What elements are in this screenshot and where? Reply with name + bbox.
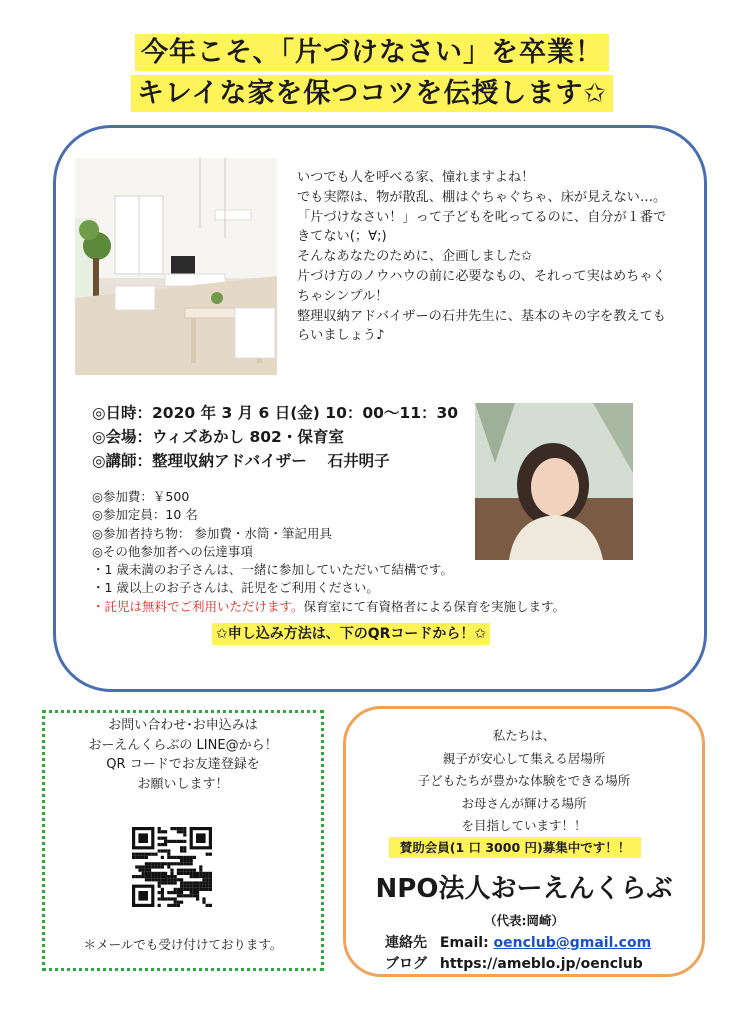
apply-cta: ✩申し込み方法は、下のQRコードから！✩: [212, 623, 490, 645]
note-childcare: ・1 歳以上のお子さんは、託児をご利用ください。: [92, 580, 379, 596]
email-row: [385, 932, 651, 952]
org-message: 私たちは、 親子が安心して集える居場所 子どもたちが豊かな体験をできる場所 お母さんが輝ける場所 を目指しています！！: [417, 728, 631, 834]
note-infant: ・1 歳未満のお子さんは、一緒に参加していただいて結構です。: [92, 562, 453, 578]
room-photo: [75, 158, 277, 375]
event-venue: ◎会場：ウィズあかし 802・保育室: [92, 428, 344, 446]
title-line-1: 今年こそ、「片づけなさい」を卒業！: [135, 34, 609, 71]
email-link[interactable]: oenclub@gmail.com: [493, 935, 652, 951]
intro-text: いつでも人を呼べる家、憧れますよね！ でも実際は、物が散乱、棚はぐちゃぐちゃ、床が見えない…。 「片づけなさい！」って子どもを叱ってるのに、自分が１番できてない(；∀;) そんなあなたのために、企画しました✩ 片づけ方のノウハウの前に必要なもの、それって実はめちゃくちゃシンプル！ 整理収納アドバイザーの石井先生に、基本のキの字を教えてもらいましょう♪: [297, 170, 667, 344]
items-to-bring: ◎参加者持ち物： 参加費・水筒・筆記用具: [92, 525, 332, 541]
childcare-staff-note: 保育室にて有資格者による保育を実施します。: [303, 598, 566, 614]
representative: （代表:岡崎）: [484, 913, 564, 928]
line-contact-text: お問い合わせ･お申込みは おーえんくらぶの LINE@から！ QR コードでお友達登録を お願いします！: [88, 718, 278, 792]
support-member-badge: 賛助会員(1 口 3000 円)募集中です！！: [389, 837, 641, 858]
blog-url[interactable]: https://ameblo.jp/oenclub: [439, 956, 643, 972]
free-childcare-highlight: ・託児は無料でご利用いただけます。: [92, 598, 304, 614]
notes-heading: ◎その他参加者への伝達事項: [92, 543, 253, 559]
capacity: ◎参加定員：10 名: [92, 507, 198, 523]
fee: ◎参加費：￥500: [92, 489, 190, 504]
blog-label: ブログ: [385, 956, 427, 972]
org-name: NPO法人おーえんくらぶ: [375, 874, 673, 904]
note-free-childcare: [92, 598, 565, 616]
event-datetime: ◎日時：2020 年 3 月 6 日(金) 10：00〜11：30: [92, 404, 459, 422]
event-instructor: ◎講師：整理収納アドバイザー 石井明子: [92, 452, 390, 470]
event-key-info: [92, 401, 458, 473]
contact-label: 連絡先: [385, 935, 427, 951]
qr-code[interactable]: [132, 827, 212, 907]
event-details: [92, 488, 565, 616]
email-label: Email:: [439, 935, 489, 951]
blog-row: [385, 953, 643, 973]
title-line-2: キレイな家を保つコツを伝授します✩: [131, 75, 613, 112]
mail-note: ＊メールでも受け付けております。: [83, 937, 283, 952]
